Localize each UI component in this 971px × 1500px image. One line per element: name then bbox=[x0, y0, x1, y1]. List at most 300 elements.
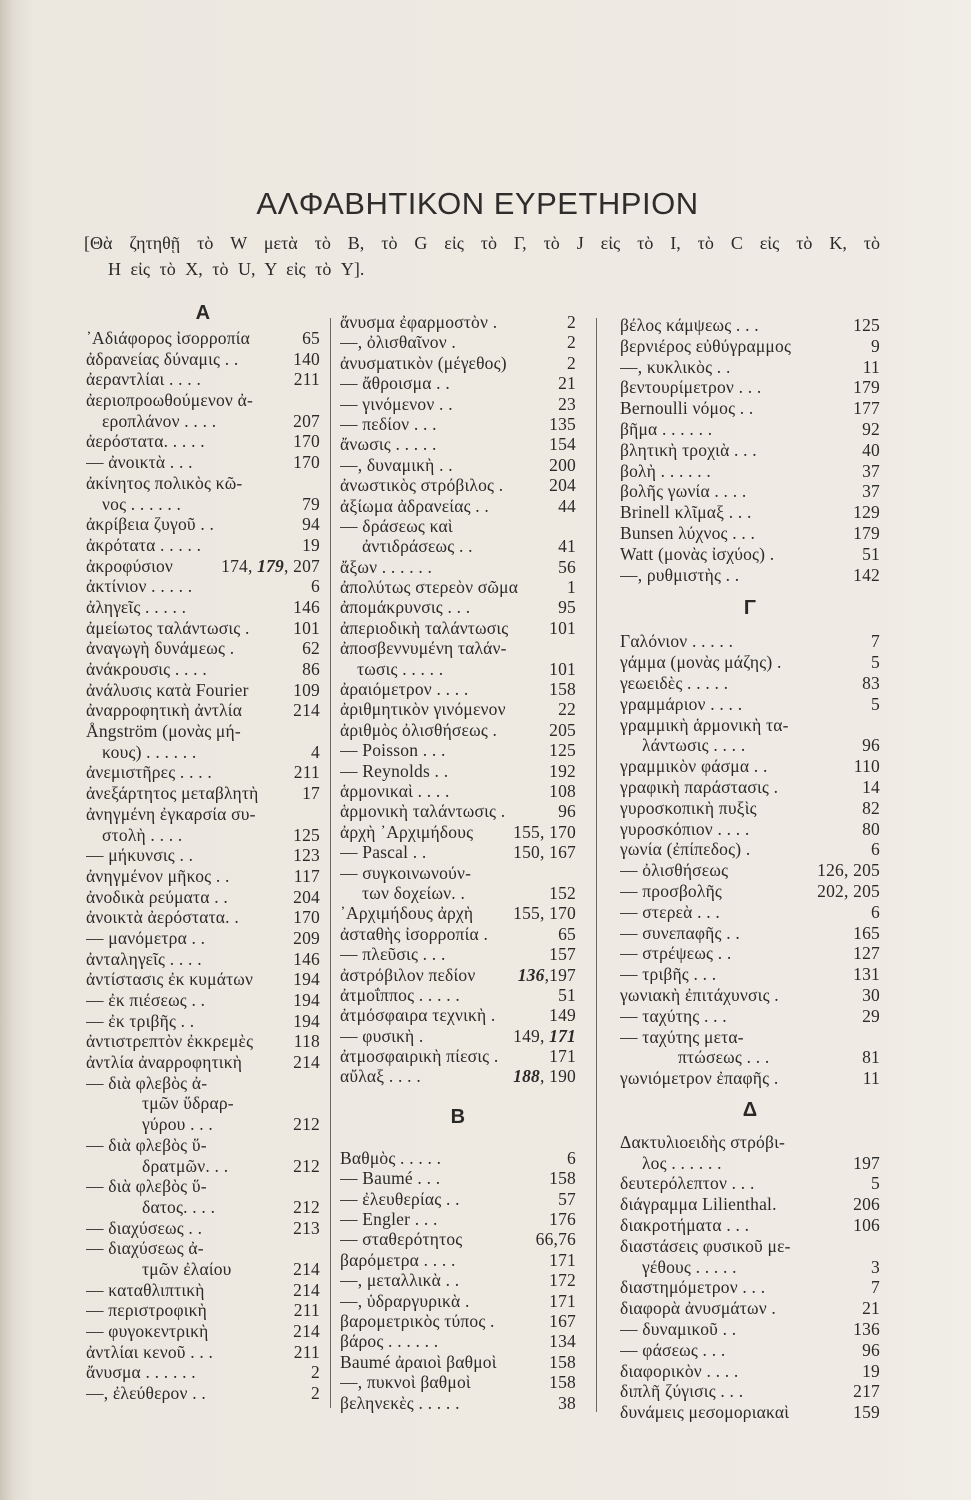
page-number bbox=[871, 1257, 880, 1278]
page-number bbox=[854, 756, 880, 777]
entry-term: ἀντλία ἀναρροφητικὴ bbox=[86, 1052, 243, 1073]
page-number bbox=[567, 332, 576, 352]
entry-line bbox=[620, 377, 880, 398]
page-number bbox=[558, 536, 576, 556]
page-number-part: 7 bbox=[871, 1277, 880, 1298]
page-number-part: 211 bbox=[293, 369, 320, 390]
page-number-part: 213 bbox=[293, 1217, 320, 1238]
page-number-part: 2 bbox=[311, 1362, 320, 1383]
entry-line bbox=[86, 390, 320, 411]
entry-term: — διὰ φλεβὸς ὕ- bbox=[86, 1176, 207, 1197]
entry-line bbox=[340, 618, 576, 638]
page-number bbox=[293, 928, 320, 949]
entry-term: — καταθλιπτικὴ bbox=[86, 1279, 205, 1300]
index-entry bbox=[86, 845, 320, 866]
page-number-part: 117 bbox=[293, 865, 320, 886]
index-entry bbox=[86, 721, 320, 762]
page-number-part: 126, 205 bbox=[817, 860, 880, 881]
page-number-part: 83 bbox=[862, 672, 880, 693]
page-number-part: 150, 167 bbox=[513, 842, 576, 863]
entry-term: Βαθμὸς . . . . . bbox=[340, 1147, 442, 1168]
entry-line bbox=[620, 1153, 880, 1174]
page-number-part: 159 bbox=[853, 1402, 880, 1423]
entry-line bbox=[620, 819, 880, 840]
page-number bbox=[513, 903, 576, 923]
entry-line bbox=[340, 536, 576, 556]
page-number-part: 214 bbox=[293, 1279, 320, 1300]
entry-term: ἀναρροφητικὴ ἀντλία bbox=[86, 700, 243, 721]
page-number-part: 125 bbox=[853, 315, 880, 335]
page-number-part: 207 bbox=[293, 410, 320, 431]
entry-line bbox=[620, 1215, 880, 1236]
page-number-part: 172 bbox=[549, 1270, 576, 1291]
page-number-part: 158 bbox=[549, 679, 576, 700]
page-number-part: 194 bbox=[293, 969, 320, 990]
page-number-part: 205 bbox=[549, 719, 576, 740]
entry-line bbox=[620, 715, 880, 736]
page-number bbox=[871, 1277, 880, 1298]
entry-line bbox=[86, 576, 320, 597]
entry-line bbox=[620, 1132, 880, 1153]
entry-term: βεληνεκὲς . . . . . bbox=[340, 1392, 460, 1413]
entry-term: κους) . . . . . . bbox=[102, 741, 197, 762]
page-number-part: 197 bbox=[853, 1152, 880, 1173]
entry-line bbox=[340, 1209, 576, 1229]
page-number-part: 171 bbox=[549, 1290, 576, 1311]
entry-line bbox=[340, 822, 576, 842]
index-entry bbox=[620, 419, 880, 440]
index-entry bbox=[340, 496, 576, 516]
index-entry bbox=[620, 756, 880, 777]
page-number-part: 17 bbox=[302, 783, 320, 804]
section-letter: Δ bbox=[742, 1098, 758, 1121]
page-number bbox=[558, 801, 576, 821]
page-number bbox=[853, 943, 880, 964]
index-entry bbox=[340, 965, 576, 985]
index-entry bbox=[340, 577, 576, 597]
entry-line bbox=[340, 1066, 576, 1086]
entry-term: δατος. . . . bbox=[142, 1196, 216, 1217]
index-entry bbox=[340, 679, 576, 699]
index-entry bbox=[620, 1402, 880, 1423]
index-entry bbox=[86, 390, 320, 431]
page-number-part: 134 bbox=[549, 1331, 576, 1352]
page-number bbox=[862, 1006, 880, 1027]
entry-term: — ἐκ τριβῆς . . bbox=[86, 1010, 195, 1031]
page-number bbox=[871, 336, 880, 357]
page-number bbox=[294, 762, 320, 783]
entry-line bbox=[620, 777, 880, 798]
entry-line bbox=[86, 349, 320, 370]
index-entry bbox=[620, 481, 880, 502]
entry-term: ἀδρανείας δύναμις . . bbox=[86, 348, 239, 369]
entry-term: ἀτμοΐππος . . . . . bbox=[340, 984, 460, 1005]
index-entry bbox=[86, 1362, 320, 1383]
entry-line bbox=[620, 860, 880, 881]
entry-line bbox=[340, 1250, 576, 1270]
page-number-part: 6 bbox=[871, 839, 880, 860]
index-entry bbox=[86, 700, 320, 721]
page-number-part: 81 bbox=[862, 1047, 880, 1068]
entry-term: ἁρμονικὴ ταλάντωσις . bbox=[340, 801, 506, 822]
entry-term: Bernoulli νόμος . . bbox=[620, 398, 754, 419]
entry-line bbox=[340, 332, 576, 352]
index-entry bbox=[620, 398, 880, 419]
entry-term: τωσις . . . . . bbox=[357, 658, 444, 679]
index-entry bbox=[340, 353, 576, 373]
entry-term: —, κυκλικὸς . . bbox=[620, 356, 731, 377]
page-number-part: 29 bbox=[862, 1005, 880, 1026]
page-number bbox=[549, 1209, 576, 1229]
page-number bbox=[293, 1011, 320, 1032]
page-number bbox=[567, 1148, 576, 1168]
page-number-part: 108 bbox=[549, 780, 576, 801]
index-entry bbox=[620, 357, 880, 378]
index-entry bbox=[340, 781, 576, 801]
page-number bbox=[558, 699, 576, 719]
entry-line bbox=[620, 1298, 880, 1319]
entry-line bbox=[620, 985, 880, 1006]
page-number-part: 2 bbox=[311, 1383, 320, 1404]
page-number-part: , 190 bbox=[540, 1066, 576, 1087]
entry-line bbox=[86, 721, 320, 742]
entry-term: διαστάσεις φυσικοῦ με- bbox=[620, 1235, 791, 1256]
index-entry bbox=[620, 1006, 880, 1027]
entry-term: διακροτήματα . . . bbox=[620, 1215, 750, 1236]
index-entry bbox=[86, 1321, 320, 1342]
entry-line bbox=[620, 798, 880, 819]
index-entry bbox=[340, 1393, 576, 1413]
page-number-part: 23 bbox=[558, 393, 576, 414]
index-entry bbox=[620, 1340, 880, 1361]
page-number-part: 179 bbox=[853, 522, 880, 543]
entry-line bbox=[620, 673, 880, 694]
entry-term: βῆμα . . . . . . bbox=[620, 418, 713, 439]
page-number bbox=[862, 1361, 880, 1382]
page-number-part: 3 bbox=[871, 1256, 880, 1277]
page-number bbox=[549, 720, 576, 740]
index-entry bbox=[620, 673, 880, 694]
entry-line bbox=[86, 328, 320, 349]
entry-line bbox=[86, 618, 320, 639]
entry-line bbox=[86, 742, 320, 763]
index-entry bbox=[86, 369, 320, 390]
entry-term: — περιστροφικὴ bbox=[86, 1300, 208, 1321]
index-entry bbox=[620, 1361, 880, 1382]
entry-line bbox=[86, 990, 320, 1011]
entry-line bbox=[86, 762, 320, 783]
entry-line bbox=[86, 1176, 320, 1197]
entry-term: — προσβολῆς bbox=[620, 880, 723, 901]
page-number-part: 171 bbox=[549, 1046, 576, 1067]
index-entry bbox=[86, 762, 320, 783]
page-number bbox=[853, 523, 880, 544]
page-number bbox=[862, 819, 880, 840]
page-number bbox=[302, 328, 320, 349]
entry-term: Δακτυλιοειδὴς στρόβι- bbox=[620, 1131, 786, 1152]
entry-line bbox=[340, 557, 576, 577]
entry-line bbox=[340, 781, 576, 801]
entry-term: δευτερόλεπτον . . . bbox=[620, 1173, 755, 1194]
entry-line bbox=[86, 1135, 320, 1156]
page-number-part: 209 bbox=[293, 927, 320, 948]
entry-term: διαστημόμετρον . . . bbox=[620, 1277, 766, 1298]
index-entry bbox=[86, 949, 320, 970]
index-section bbox=[340, 1087, 576, 1413]
page-number-part: 136 bbox=[517, 964, 545, 985]
entry-term: βολὴ . . . . . . bbox=[620, 460, 711, 481]
entry-line bbox=[620, 631, 880, 652]
index-entry bbox=[340, 1250, 576, 1270]
page-number bbox=[862, 1298, 880, 1319]
entry-line bbox=[340, 720, 576, 740]
page-number bbox=[862, 777, 880, 798]
page-number bbox=[549, 944, 576, 964]
page-number bbox=[549, 1291, 576, 1311]
page-number-part: 82 bbox=[862, 797, 880, 818]
index-entry bbox=[86, 1238, 320, 1279]
entry-line bbox=[86, 369, 320, 390]
entry-term: — δράσεως καὶ bbox=[340, 515, 453, 536]
entry-term: — διὰ φλεβὸς ἀ- bbox=[86, 1072, 208, 1093]
page-number-part: 206 bbox=[853, 1194, 880, 1215]
page-number bbox=[513, 1066, 576, 1086]
entry-term: βεντουρίμετρον . . . bbox=[620, 377, 762, 398]
page-number bbox=[817, 860, 880, 881]
page-number bbox=[293, 1156, 320, 1177]
index-entry bbox=[86, 1300, 320, 1321]
index-entry bbox=[340, 944, 576, 964]
entry-term: ἀσταθὴς ἰσορροπία . bbox=[340, 923, 489, 944]
entry-term: γωνιακὴ ἐπιτάχυνσις . bbox=[620, 984, 779, 1005]
page-number-part: 179 bbox=[257, 555, 284, 576]
entry-term: — μανόμετρα . . bbox=[86, 927, 206, 948]
page-number bbox=[871, 1173, 880, 1194]
entry-term: Ångström (μονὰς μή- bbox=[86, 721, 241, 742]
index-entry bbox=[620, 1027, 880, 1069]
entry-line bbox=[340, 434, 576, 454]
entry-line bbox=[340, 699, 576, 719]
entry-line bbox=[86, 1218, 320, 1239]
index-section bbox=[620, 1089, 880, 1423]
index-entry bbox=[620, 694, 880, 715]
entry-line bbox=[340, 1393, 576, 1413]
page-number bbox=[293, 1280, 320, 1301]
entry-line bbox=[620, 1236, 880, 1257]
index-entry bbox=[86, 349, 320, 370]
entry-term: —, δυναμικὴ . . bbox=[340, 454, 453, 475]
index-entry bbox=[620, 1236, 880, 1278]
entry-term: — συγκοινωνούν- bbox=[340, 862, 472, 883]
entry-term: — στερεὰ . . . bbox=[620, 901, 720, 922]
page-number-part: 212 bbox=[293, 1196, 320, 1217]
entry-line bbox=[340, 883, 576, 903]
entry-line bbox=[620, 481, 880, 502]
entry-line bbox=[86, 907, 320, 928]
page-number-part: 14 bbox=[862, 776, 880, 797]
index-column-3 bbox=[620, 315, 880, 1423]
entry-line bbox=[86, 804, 320, 825]
entry-term: —, ἐλεύθερον . . bbox=[86, 1383, 206, 1404]
page-number-part: 158 bbox=[549, 1351, 576, 1372]
page-number bbox=[293, 1259, 320, 1280]
page-number-part: 211 bbox=[293, 1300, 320, 1321]
entry-line bbox=[86, 1011, 320, 1032]
entry-line bbox=[86, 597, 320, 618]
page-number bbox=[518, 965, 576, 985]
entry-term: —, ὀλισθαῖνον . bbox=[340, 332, 456, 353]
index-entry bbox=[340, 1066, 576, 1086]
page-number bbox=[294, 1342, 320, 1363]
page-number-part: 38 bbox=[558, 1392, 576, 1413]
page-number-part: 142 bbox=[853, 564, 880, 585]
index-entry bbox=[86, 969, 320, 990]
entry-term: ἀπεριοδικὴ ταλάντωσις bbox=[340, 617, 509, 638]
page-number-part: 5 bbox=[871, 1173, 880, 1194]
index-entry bbox=[86, 1218, 320, 1239]
entry-line bbox=[620, 1381, 880, 1402]
entry-term: — Pascal . . bbox=[340, 842, 427, 863]
page-number bbox=[549, 1168, 576, 1188]
index-entry bbox=[86, 907, 320, 928]
index-entry bbox=[340, 394, 576, 414]
index-entry bbox=[340, 1311, 576, 1331]
index-entry bbox=[86, 618, 320, 639]
page-number bbox=[293, 1197, 320, 1218]
entry-term: ἀεραντλίαι . . . . bbox=[86, 369, 202, 390]
page-number bbox=[549, 761, 576, 781]
entry-term: — Baumé . . . bbox=[340, 1168, 441, 1189]
entry-line bbox=[620, 315, 880, 336]
entry-term: ἀκίνητος πολικὸς κῶ- bbox=[86, 472, 243, 493]
index-entry bbox=[620, 461, 880, 482]
index-entry bbox=[86, 990, 320, 1011]
entry-line bbox=[620, 1257, 880, 1278]
entry-line bbox=[620, 1194, 880, 1215]
index-entry bbox=[86, 1383, 320, 1404]
page-number-part: 101 bbox=[549, 617, 576, 638]
entry-term: Brinell κλῖμαξ . . . bbox=[620, 502, 752, 523]
page-number bbox=[567, 577, 576, 597]
index-entry bbox=[86, 1031, 320, 1052]
page-number bbox=[549, 1046, 576, 1066]
entry-term: ἀεριοπροωθούμενον ἀ- bbox=[86, 390, 254, 411]
page-number bbox=[293, 845, 320, 866]
entry-line bbox=[86, 1197, 320, 1218]
entry-term: — ταχύτης μετα- bbox=[620, 1026, 744, 1047]
entry-line bbox=[86, 1321, 320, 1342]
page-number bbox=[293, 1114, 320, 1135]
page-number bbox=[293, 431, 320, 452]
column-divider bbox=[596, 318, 597, 1412]
entry-line bbox=[620, 1027, 880, 1048]
entry-line bbox=[620, 544, 880, 565]
index-entry bbox=[620, 964, 880, 985]
entry-line bbox=[86, 535, 320, 556]
index-entry bbox=[86, 473, 320, 514]
page-number bbox=[863, 357, 880, 378]
page-number-part: 171 bbox=[549, 1025, 576, 1046]
entry-line bbox=[340, 353, 576, 373]
page-number bbox=[549, 883, 576, 903]
entry-line bbox=[86, 1093, 320, 1114]
entry-term: βαρομετρικὸς τύπος . bbox=[340, 1310, 495, 1331]
entry-line bbox=[86, 845, 320, 866]
page-number-part: 177 bbox=[853, 398, 880, 419]
entry-term: διάγραμμα Lilienthal. bbox=[620, 1194, 777, 1215]
page-number bbox=[853, 964, 880, 985]
page-number-part: 154 bbox=[549, 434, 576, 455]
entry-term: — φυσικὴ . bbox=[340, 1025, 424, 1046]
entry-term: ἀνταληγεῖς . . . . bbox=[86, 948, 202, 969]
page-number-part: 171 bbox=[549, 1249, 576, 1270]
page-number-part: 11 bbox=[862, 1068, 880, 1089]
entry-line bbox=[340, 1372, 576, 1392]
index-entry bbox=[620, 902, 880, 923]
page-number bbox=[558, 985, 576, 1005]
entry-line bbox=[620, 1361, 880, 1382]
page-number bbox=[549, 740, 576, 760]
page-number-part: 96 bbox=[862, 735, 880, 756]
page-number-part: 135 bbox=[549, 413, 576, 434]
entry-term: βέλος κάμψεως . . . bbox=[620, 315, 759, 335]
entry-term: —, ὑδραργυρικὰ . bbox=[340, 1290, 470, 1311]
entry-term: βλητικὴ τροχιὰ . . . bbox=[620, 439, 757, 460]
page-number bbox=[853, 398, 880, 419]
entry-line bbox=[340, 414, 576, 434]
index-entry bbox=[340, 801, 576, 821]
entry-line bbox=[86, 514, 320, 535]
page-number bbox=[871, 694, 880, 715]
entry-term: διαφορικὸν . . . . bbox=[620, 1360, 739, 1381]
entry-term: γωνιόμετρον ἐπαφῆς . bbox=[620, 1068, 779, 1089]
page-number-part: 21 bbox=[862, 1298, 880, 1319]
entry-line bbox=[340, 1148, 576, 1168]
page-number-part: 170 bbox=[293, 431, 320, 452]
entry-term: ἀερόστατα. . . . . bbox=[86, 431, 205, 452]
entry-term: γωνία (ἐπίπεδος) . bbox=[620, 839, 751, 860]
index-entry bbox=[620, 631, 880, 652]
page-number bbox=[853, 377, 880, 398]
page-number bbox=[536, 1229, 576, 1249]
entry-line bbox=[86, 638, 320, 659]
index-entry bbox=[620, 544, 880, 565]
entry-line bbox=[620, 694, 880, 715]
page-number bbox=[302, 659, 320, 680]
index-column-2 bbox=[340, 312, 576, 1413]
index-entry bbox=[340, 1005, 576, 1025]
page-number-part: 19 bbox=[302, 534, 320, 555]
page-number bbox=[311, 576, 320, 597]
page-number bbox=[513, 822, 576, 842]
page-number-part: 214 bbox=[293, 1321, 320, 1341]
page-number bbox=[558, 597, 576, 617]
entry-line bbox=[620, 839, 880, 860]
page-number-part: 66,76 bbox=[535, 1229, 576, 1250]
entry-line bbox=[620, 565, 880, 586]
index-entry bbox=[86, 1280, 320, 1301]
page-number-part: 217 bbox=[853, 1381, 880, 1402]
page-number bbox=[558, 1393, 576, 1413]
entry-term: ἀκρίβεια ζυγοῦ . . bbox=[86, 514, 215, 535]
page-number-part: 95 bbox=[558, 597, 576, 618]
entry-term: — διαχύσεως ἀ- bbox=[86, 1238, 204, 1259]
entry-line bbox=[340, 944, 576, 964]
page-number bbox=[567, 353, 576, 373]
page-number-part: 214 bbox=[293, 700, 320, 721]
page-number-part: 140 bbox=[293, 348, 320, 369]
page-number bbox=[293, 969, 320, 990]
